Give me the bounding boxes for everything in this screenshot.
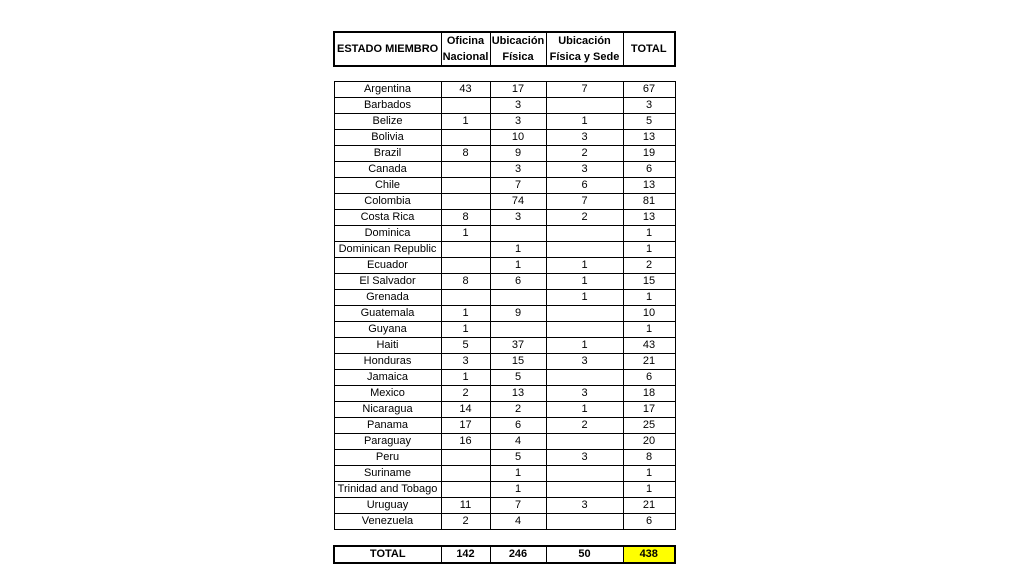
table-row: [334, 82, 675, 98]
total-cell: 13: [623, 130, 675, 146]
ubicacion-cell: 37: [490, 338, 546, 354]
header-oficina-line2: Nacional: [442, 51, 489, 63]
ubicacion-cell: 9: [490, 146, 546, 162]
ubicacion-cell: 2: [490, 402, 546, 418]
sede-cell: 7: [546, 194, 623, 210]
table-row: [334, 130, 675, 146]
table-row: [334, 226, 675, 242]
ubicacion-cell: 17: [490, 82, 546, 98]
ubicacion-cell: 4: [490, 434, 546, 450]
table-row: [334, 418, 675, 434]
ubicacion-cell: 1: [490, 482, 546, 498]
sede-cell: 3: [546, 450, 623, 466]
total-cell: 21: [623, 498, 675, 514]
sede-cell: 2: [546, 210, 623, 226]
total-cell: 6: [623, 514, 675, 530]
total-cell: 6: [623, 370, 675, 386]
oficina-cell: 5: [441, 338, 490, 354]
total-cell: 13: [623, 178, 675, 194]
spacer-row: [334, 66, 675, 82]
oficina-cell: 16: [441, 434, 490, 450]
total-cell: 6: [623, 162, 675, 178]
country-cell: Venezuela: [334, 514, 441, 530]
ubicacion-cell: 5: [490, 450, 546, 466]
country-cell: El Salvador: [334, 274, 441, 290]
sede-cell: [546, 466, 623, 482]
country-cell: Haiti: [334, 338, 441, 354]
ubicacion-cell: 13: [490, 386, 546, 402]
oficina-cell: [441, 290, 490, 306]
oficina-cell: 8: [441, 274, 490, 290]
oficina-cell: 2: [441, 514, 490, 530]
country-cell: Suriname: [334, 466, 441, 482]
sede-cell: [546, 98, 623, 114]
table-row: [334, 242, 675, 258]
oficina-cell: [441, 178, 490, 194]
table-row: [334, 114, 675, 130]
sede-cell: 3: [546, 354, 623, 370]
ubicacion-cell: 4: [490, 514, 546, 530]
oficina-cell: [441, 130, 490, 146]
total-cell: 1: [623, 482, 675, 498]
total-cell: 81: [623, 194, 675, 210]
oficina-cell: [441, 194, 490, 210]
total-cell: 20: [623, 434, 675, 450]
oficina-cell: [441, 450, 490, 466]
table-row: [334, 450, 675, 466]
table-row: [334, 306, 675, 322]
total-label: TOTAL: [334, 546, 441, 563]
header-total: TOTAL: [623, 32, 675, 66]
table-row: [334, 482, 675, 498]
oficina-cell: 1: [441, 322, 490, 338]
table-row: [334, 194, 675, 210]
oficina-cell: 1: [441, 226, 490, 242]
table-row: [334, 274, 675, 290]
sede-cell: 3: [546, 386, 623, 402]
total-cell: 67: [623, 82, 675, 98]
country-cell: Peru: [334, 450, 441, 466]
country-cell: Grenada: [334, 290, 441, 306]
oficina-cell: 17: [441, 418, 490, 434]
table-row: [334, 178, 675, 194]
total-cell: 1: [623, 242, 675, 258]
sede-cell: [546, 306, 623, 322]
sede-cell: 3: [546, 162, 623, 178]
spacer-row-bottom: [334, 530, 675, 547]
header-oficina-line1: Oficina: [446, 35, 485, 47]
ubicacion-cell: 7: [490, 498, 546, 514]
ubicacion-cell: [490, 226, 546, 242]
ubicacion-cell: [490, 290, 546, 306]
country-cell: Ecuador: [334, 258, 441, 274]
table-row: [334, 514, 675, 530]
total-cell: 5: [623, 114, 675, 130]
table-row: [334, 210, 675, 226]
oficina-cell: 1: [441, 306, 490, 322]
sede-cell: 3: [546, 498, 623, 514]
country-cell: Belize: [334, 114, 441, 130]
oficina-cell: 1: [441, 114, 490, 130]
total-oficina: 142: [441, 546, 490, 563]
oficina-cell: 2: [441, 386, 490, 402]
country-cell: Guyana: [334, 322, 441, 338]
ubicacion-cell: 3: [490, 98, 546, 114]
total-cell: 25: [623, 418, 675, 434]
table-row: [334, 434, 675, 450]
country-cell: Chile: [334, 178, 441, 194]
country-cell: Bolivia: [334, 130, 441, 146]
country-cell: Uruguay: [334, 498, 441, 514]
ubicacion-cell: 1: [490, 242, 546, 258]
table-row: [334, 338, 675, 354]
sede-cell: 7: [546, 82, 623, 98]
total-cell: 13: [623, 210, 675, 226]
table-row: [334, 386, 675, 402]
table-row: [334, 466, 675, 482]
sede-cell: 1: [546, 402, 623, 418]
total-cell: 1: [623, 466, 675, 482]
total-cell: 1: [623, 290, 675, 306]
total-cell: 15: [623, 274, 675, 290]
total-cell: 3: [623, 98, 675, 114]
table-row: [334, 402, 675, 418]
sede-cell: [546, 242, 623, 258]
country-cell: Barbados: [334, 98, 441, 114]
oficina-cell: 14: [441, 402, 490, 418]
oficina-cell: 43: [441, 82, 490, 98]
header-sede-line2: Física y Sede: [549, 51, 620, 63]
table-header: [334, 32, 675, 66]
country-cell: Paraguay: [334, 434, 441, 450]
country-cell: Colombia: [334, 194, 441, 210]
spacer-section: [334, 530, 675, 547]
country-cell: Costa Rica: [334, 210, 441, 226]
sede-cell: [546, 434, 623, 450]
total-ubicacion: 246: [490, 546, 546, 563]
oficina-cell: [441, 466, 490, 482]
oficina-cell: [441, 242, 490, 258]
oficina-cell: [441, 162, 490, 178]
sede-cell: 1: [546, 338, 623, 354]
sede-cell: [546, 482, 623, 498]
header-estado-miembro: ESTADO MIEMBRO: [334, 32, 441, 66]
total-cell: 10: [623, 306, 675, 322]
oficina-cell: [441, 98, 490, 114]
oficina-cell: 11: [441, 498, 490, 514]
oficina-cell: 8: [441, 146, 490, 162]
total-cell: 43: [623, 338, 675, 354]
country-cell: Jamaica: [334, 370, 441, 386]
sede-cell: [546, 514, 623, 530]
total-cell: 17: [623, 402, 675, 418]
table-row: [334, 322, 675, 338]
ubicacion-cell: 5: [490, 370, 546, 386]
sede-cell: 2: [546, 418, 623, 434]
table-row: [334, 354, 675, 370]
ubicacion-cell: [490, 322, 546, 338]
header-oficina-nacional: [441, 32, 490, 66]
ubicacion-cell: 7: [490, 178, 546, 194]
table-row: [334, 258, 675, 274]
member-state-table: [333, 31, 676, 564]
total-cell: 2: [623, 258, 675, 274]
total-cell: 19: [623, 146, 675, 162]
ubicacion-cell: 3: [490, 162, 546, 178]
total-cell: 1: [623, 322, 675, 338]
ubicacion-cell: 9: [490, 306, 546, 322]
ubicacion-cell: 1: [490, 466, 546, 482]
table-row: [334, 290, 675, 306]
ubicacion-cell: 6: [490, 418, 546, 434]
ubicacion-cell: 10: [490, 130, 546, 146]
header-sede-line1: Ubicación: [558, 35, 611, 47]
header-ubicacion-line1: Ubicación: [491, 35, 545, 47]
country-cell: Honduras: [334, 354, 441, 370]
oficina-cell: 8: [441, 210, 490, 226]
header-ubicacion-fisica: [490, 32, 546, 66]
sede-cell: 1: [546, 290, 623, 306]
table-row: [334, 98, 675, 114]
sede-cell: 3: [546, 130, 623, 146]
oficina-cell: 3: [441, 354, 490, 370]
total-cell: 8: [623, 450, 675, 466]
oficina-cell: [441, 482, 490, 498]
sede-cell: 2: [546, 146, 623, 162]
country-cell: Canada: [334, 162, 441, 178]
ubicacion-cell: 3: [490, 114, 546, 130]
header-ubicacion-fisica-sede: [546, 32, 623, 66]
sede-cell: 1: [546, 274, 623, 290]
country-cell: Nicaragua: [334, 402, 441, 418]
sede-cell: [546, 226, 623, 242]
ubicacion-cell: 3: [490, 210, 546, 226]
sede-cell: [546, 322, 623, 338]
sede-cell: 1: [546, 114, 623, 130]
table-body: [334, 66, 675, 530]
oficina-cell: [441, 258, 490, 274]
total-cell: 21: [623, 354, 675, 370]
grand-total: 438: [623, 546, 675, 563]
country-cell: Trinidad and Tobago: [334, 482, 441, 498]
sede-cell: 1: [546, 258, 623, 274]
country-cell: Dominica: [334, 226, 441, 242]
table-row: [334, 498, 675, 514]
total-cell: 18: [623, 386, 675, 402]
table-row: [334, 146, 675, 162]
total-sede: 50: [546, 546, 623, 563]
sede-cell: [546, 370, 623, 386]
header-ubicacion-line2: Física: [502, 51, 534, 63]
country-cell: Brazil: [334, 146, 441, 162]
ubicacion-cell: 74: [490, 194, 546, 210]
country-cell: Panama: [334, 418, 441, 434]
table-row: [334, 370, 675, 386]
country-cell: Mexico: [334, 386, 441, 402]
table-row: [334, 162, 675, 178]
oficina-cell: 1: [441, 370, 490, 386]
country-cell: Dominican Republic: [334, 242, 441, 258]
ubicacion-cell: 1: [490, 258, 546, 274]
total-cell: 1: [623, 226, 675, 242]
total-row: [334, 546, 675, 563]
sede-cell: 6: [546, 178, 623, 194]
member-state-table-container: [333, 31, 674, 564]
country-cell: Argentina: [334, 82, 441, 98]
ubicacion-cell: 15: [490, 354, 546, 370]
ubicacion-cell: 6: [490, 274, 546, 290]
country-cell: Guatemala: [334, 306, 441, 322]
